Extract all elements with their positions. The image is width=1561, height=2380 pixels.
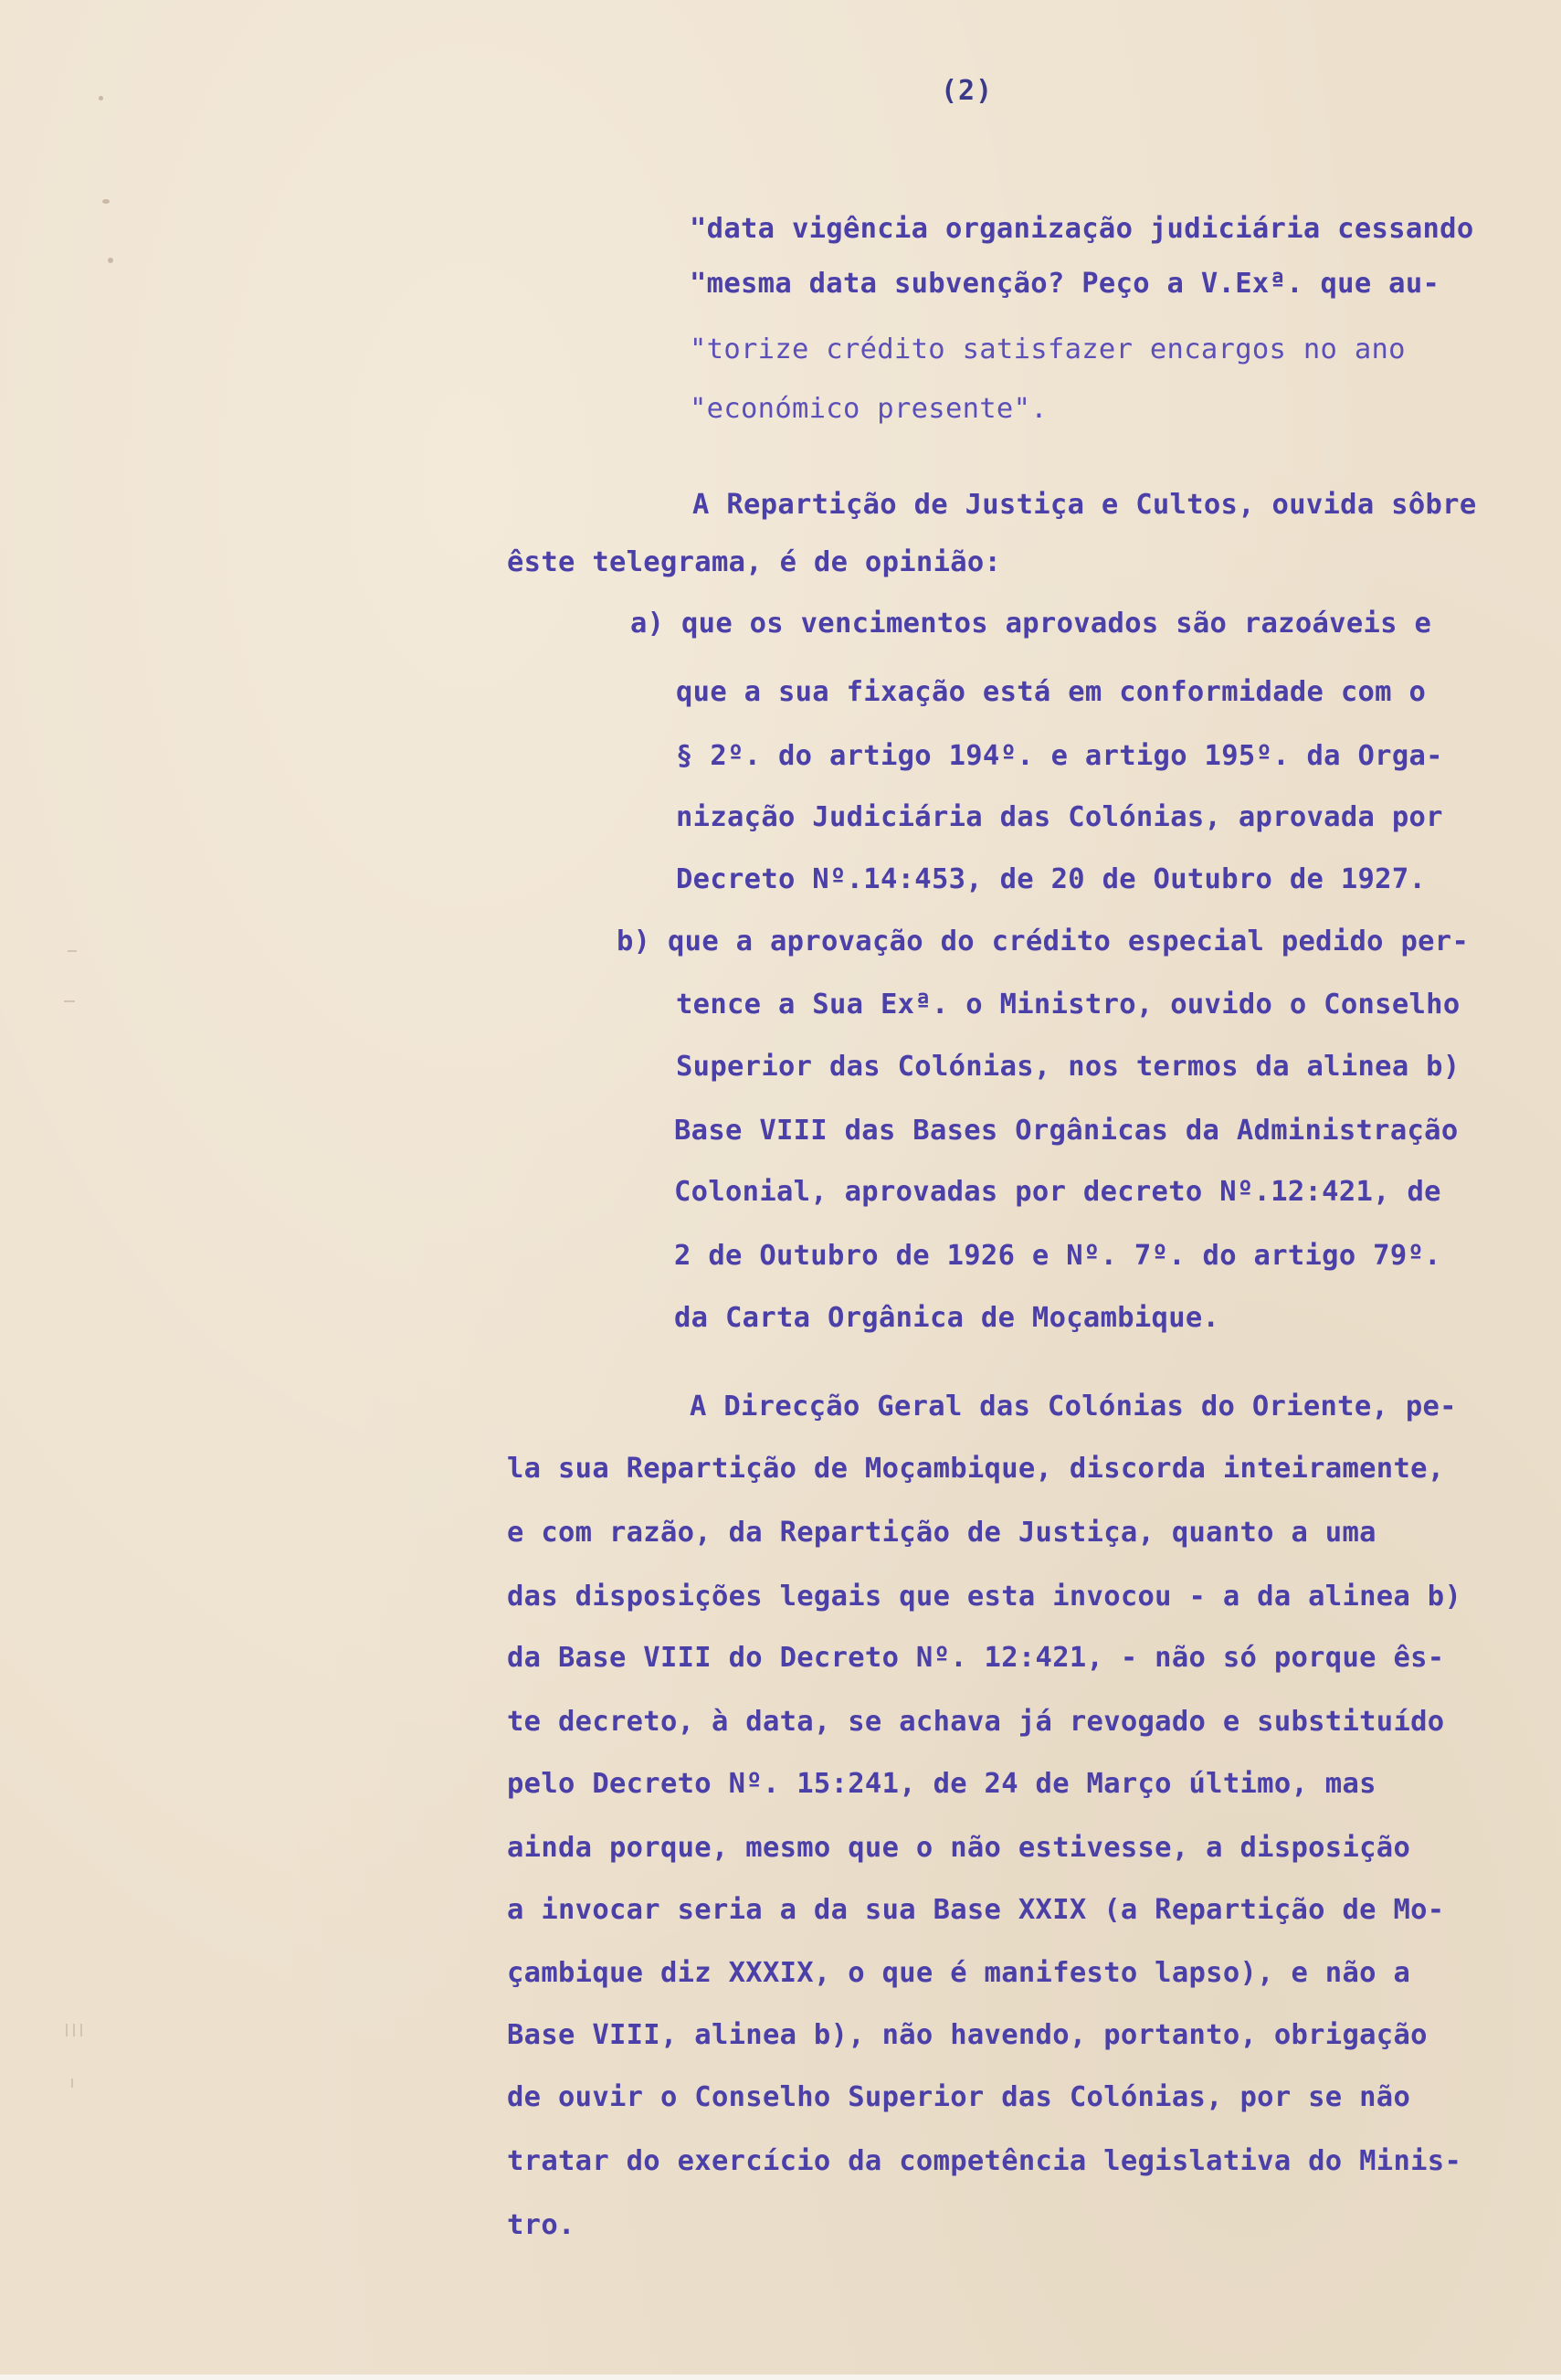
paragraph-line: tro. — [507, 2209, 575, 2241]
paragraph-line: a invocar seria a da sua Base XXIX (a Repartição de Mo- — [507, 1894, 1445, 1926]
list-item-b-line: da Carta Orgânica de Moçambique. — [674, 1302, 1220, 1334]
margin-tick — [64, 1000, 75, 1002]
paragraph-line: da Base VIII do Decreto Nº. 12:421, - não só porque ês- — [507, 1642, 1445, 1674]
margin-speck — [102, 199, 110, 204]
quote-line: "torize crédito satisfazer encargos no ano — [690, 333, 1406, 365]
margin-tick — [71, 2079, 73, 2088]
quote-line: "data vigência organização judiciária cessando — [690, 213, 1474, 245]
margin-tick — [66, 2024, 68, 2036]
paragraph-line: de ouvir o Conselho Superior das Colónias, por se não — [507, 2081, 1411, 2113]
paragraph-line: la sua Repartição de Moçambique, discorda inteiramente, — [507, 1453, 1445, 1485]
list-item-b-line: 2 de Outubro de 1926 e Nº. 7º. do artigo 79º. — [674, 1240, 1441, 1272]
paragraph-line: pelo Decreto Nº. 15:241, de 24 de Março último, mas — [507, 1768, 1376, 1800]
paragraph-line: te decreto, à data, se achava já revogado e substituído — [507, 1706, 1445, 1738]
paragraph-line: A Repartição de Justiça e Cultos, ouvida sôbre — [692, 489, 1477, 521]
paragraph-line: tratar do exercício da competência legislativa do Minis- — [507, 2145, 1462, 2177]
margin-tick — [80, 2024, 82, 2036]
list-item-a-line: nização Judiciária das Colónias, aprovada por — [676, 801, 1443, 833]
paragraph-line: das disposições legais que esta invocou - a da alinea b) — [507, 1581, 1462, 1613]
list-item-a-line: que a sua fixação está em conformidade com o — [676, 676, 1427, 708]
margin-tick — [73, 2024, 75, 2036]
paragraph-line: çambique diz XXXIX, o que é manifesto lapso), e não a — [507, 1957, 1411, 1989]
list-item-b-line: Superior das Colónias, nos termos da alinea b) — [676, 1051, 1461, 1083]
margin-speck — [99, 96, 103, 100]
paragraph-line: A Direcção Geral das Colónias do Oriente, pe- — [690, 1391, 1457, 1423]
list-item-a-line: Decreto Nº.14:453, de 20 de Outubro de 1927. — [676, 863, 1427, 895]
list-item-a-line: § 2º. do artigo 194º. e artigo 195º. da Orga- — [676, 740, 1443, 772]
quote-line: "económico presente". — [690, 393, 1048, 425]
list-item-b-line: Base VIII das Bases Orgânicas da Administração — [674, 1115, 1459, 1147]
list-item-b-line: b) que a aprovação do crédito especial pedido per- — [617, 926, 1470, 957]
page-number: (2) — [941, 75, 994, 107]
paragraph-line: e com razão, da Repartição de Justiça, quanto a uma — [507, 1517, 1376, 1549]
margin-speck — [108, 258, 113, 263]
paragraph-line: ainda porque, mesmo que o não estivesse, a disposição — [507, 1832, 1411, 1864]
list-item-b-line: tence a Sua Exª. o Ministro, ouvido o Conselho — [676, 989, 1461, 1021]
paragraph-line: êste telegrama, é de opinião: — [507, 546, 1002, 578]
list-item-a-line: a) que os vencimentos aprovados são razoáveis e — [630, 608, 1432, 640]
paragraph-line: Base VIII, alinea b), não havendo, portanto, obrigação — [507, 2019, 1428, 2051]
margin-tick — [68, 950, 77, 952]
quote-line: "mesma data subvenção? Peço a V.Exª. que au- — [690, 268, 1440, 300]
list-item-b-line: Colonial, aprovadas por decreto Nº.12:421, de — [674, 1176, 1441, 1208]
